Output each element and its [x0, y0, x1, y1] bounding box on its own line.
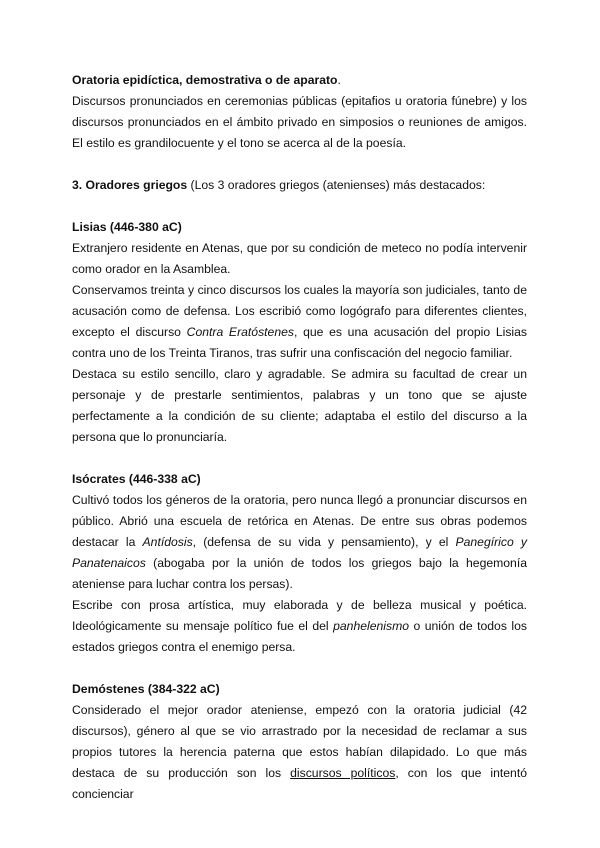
isocrates-p2-text-b: o unión de todos los estados griegos contra el enemigo persa. — [72, 619, 527, 654]
lisias-heading — [72, 217, 527, 238]
isocrates-p1-work-title-2: Panegírico y Panatenaicos — [72, 535, 527, 570]
isocrates-p1-text-a: Cultivó todos los géneros de la oratoria, pero nunca llegó a pronunciar discursos en público. Abrió una escuela de retórica en Atenas. De entre sus obras podemos destacar la — [72, 493, 527, 549]
lisias-paragraph-1: Extranjero residente en Atenas, que por su condición de meteco no podía intervenir como orador en la Asamblea. — [72, 241, 527, 276]
lisias-p2-work-title: Contra Eratóstenes — [186, 325, 294, 339]
section3-heading-line — [72, 175, 527, 196]
isocrates-p1-work-title-1: Antídosis — [142, 535, 193, 549]
isocrates-p2-term: panhelenismo — [333, 619, 409, 633]
lisias-paragraph-3: Destaca su estilo sencillo, claro y agradable. Se admira su facultad de crear un personaje y de prestarle sentimientos, palabras y un tono que se ajuste perfectamente a la condición de su cliente; adaptaba el estilo del discurso a la persona que lo pronunciaría. — [72, 367, 527, 444]
isocrates-paragraph-1 — [72, 490, 527, 595]
section3-heading: 3. Oradores griegos — [72, 178, 188, 192]
demostenes-p1-text-a: Considerado el mejor orador ateniense, empezó con la oratoria judicial (42 discursos), género al que se vio arrastrado por la necesidad de reclamar a sus propios tutores la herencia paterna que estos habían dilapidado. Lo que más destaca de su producción son los — [72, 703, 527, 780]
spacer — [72, 658, 527, 679]
document-page — [72, 70, 527, 805]
epidictic-text: Discursos pronunciados en ceremonias públicas (epitafios u oratoria fúnebre) y los discursos pronunciados en el ámbito privado en simposios o reuniones de amigos. El estilo es grandilocuente y el tono se acerca al de la poesía. — [72, 94, 527, 150]
lisias-p2-text-b: , que es una acusación del propio Lisias contra uno de los Treinta Tiranos, tras sufrir una confiscación del negocio familiar. — [72, 325, 527, 360]
epidictic-heading-period: . — [337, 73, 341, 87]
spacer — [72, 448, 527, 469]
isocrates-heading-text: Isócrates (446-338 aC) — [72, 472, 201, 486]
demostenes-heading-text: Demóstenes (384-322 aC) — [72, 682, 220, 696]
demostenes-p1-underlined-term: discursos políticos — [290, 766, 396, 780]
section3-subtitle: (Los 3 oradores griegos (atenienses) más destacados: — [187, 178, 486, 192]
spacer — [72, 196, 527, 217]
isocrates-heading — [72, 469, 527, 490]
spacer — [72, 154, 527, 175]
epidictic-heading: Oratoria epidíctica, demostrativa o de aparato — [72, 73, 338, 87]
isocrates-p1-text-b: , (defensa de su vida y pensamiento), y el — [192, 535, 456, 549]
lisias-p2-text-a: Conservamos treinta y cinco discursos los cuales la mayoría son judiciales, tanto de acusación como de defensa. Los escribió como logógrafo para diferentes clientes, excepto el discurso — [72, 283, 527, 339]
demostenes-paragraph-1 — [72, 700, 527, 805]
lisias-heading-text: Lisias (446-380 aC) — [72, 220, 182, 234]
isocrates-p1-text-c: (abogaba por la unión de todos los griegos bajo la hegemonía ateniense para luchar contra los persas). — [72, 556, 527, 591]
isocrates-paragraph-2 — [72, 595, 527, 658]
lisias-paragraph-2 — [72, 280, 527, 364]
isocrates-p2-text-a: Escribe con prosa artística, muy elaborada y de belleza musical y poética. Ideológicamente su mensaje político fue el del — [72, 598, 527, 633]
demostenes-heading — [72, 679, 527, 700]
epidictic-heading-line — [72, 70, 527, 91]
demostenes-p1-text-b: , con los que intentó concienciar — [72, 766, 527, 801]
